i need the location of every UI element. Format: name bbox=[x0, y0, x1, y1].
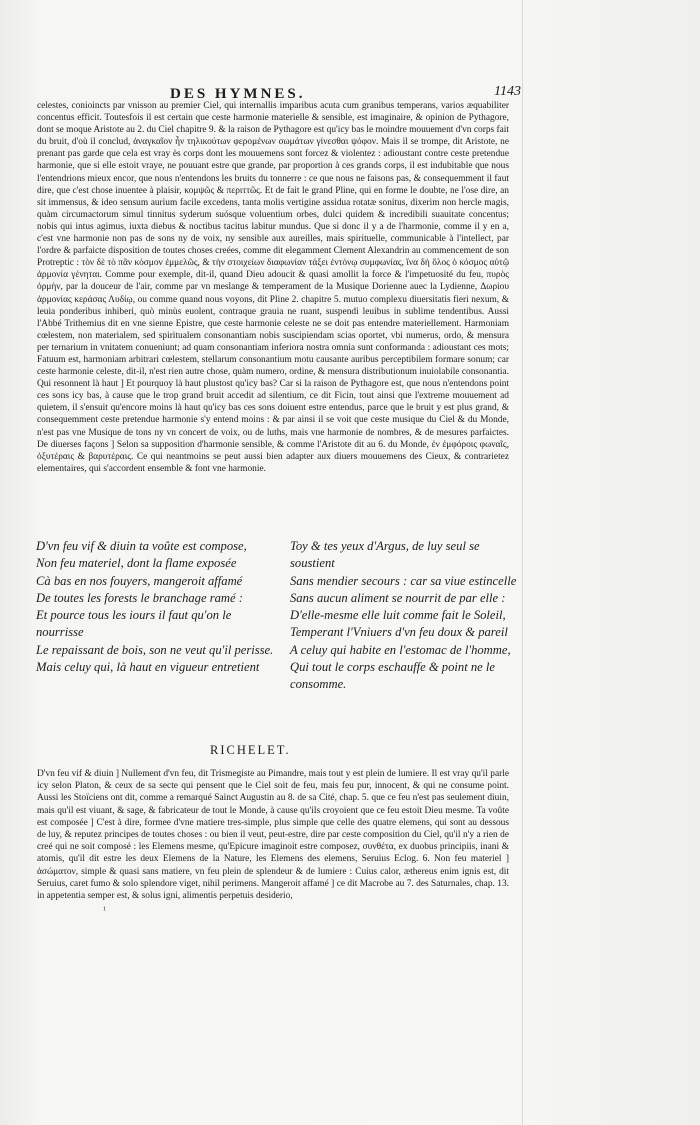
verse-line: Qui tout le corps eschauffe & point ne le consomme. bbox=[290, 660, 495, 692]
verse-line: Temperant l'Vniuers d'vn feu doux & pareil bbox=[290, 625, 508, 640]
verse-block bbox=[36, 538, 526, 694]
commentary-paragraph: D'vn feu vif & diuin ] Nullement d'vn feu, dit Trismegiste au Pimandre, mais tout y est plein de lumiere. Il est vray qu'il parle icy selon Platon, & ceux de sa secte qui pensent que le Ciel soit de feu, mais feu pur, innocent, & qui ne consume point. Aussi les Stoïciens ont dit, comme a remarqué Sainct Augustin au 8. de sa Cité, chap. 5. que ce feu n'est pas seulement diuin, mais qu'il est viuant, & sage, & fabricateur de tout le Monde, à cause qu'ils croyoient que ce feu estoit Dieu mesme. Ta voûte est composée ] C'est à dire, formee d'vne matiere tres-simple, plus simple que celle des quatre elemens, qui sont au dessous de luy, & reputez principes de toutes choses : ou bien il veut, peut-estre, dire par ceste composition du Ciel, qu'il n'y a rien de creé qui ne soit composé : les Elemens mesme, qu'Epicure imaginoit estre composez, συνθέτα, ex duobus principiis, inani & atomis, qu'il dit estre les deux Elemens de la Nature, les Elemens des elemens, Seruius Eclog. 6. Non feu materiel ] ἀσώματον, simple & quasi sans matiere, vn feu plein de splendeur & de lumiere : Cuius calor, æthereus enim ignis est, dit Seruius, caret fumo & solo splendore viget, nihil perimens. Mangeroit affamé ] ce dit Macrobe au 7. des Saturnales, chap. 13. in appetentia semper est, & solus igni, alimentis perpetuis desiderio, bbox=[37, 769, 509, 902]
verse-line: D'elle-mesme elle luit comme fait le Soleil, bbox=[290, 608, 506, 623]
verse-column-right bbox=[290, 538, 526, 694]
body-paragraph: celestes, conioincts par vnisson au premier Ciel, qui internallis imparibus acuta cum granibus temperans, varios æquabiliter concentus efficit. Toutesfois il est certain que ceste harmonie materielle & sensible, est imaginaire, & opinion de Pythagore, dont se moque Aristote au 2. du Ciel chapitre 9. & la raison de Pythagore est qu'icy bas le moindre mouuement d'vn corps fait du bruit, d'où il conclud, ἀναγκαῖον ἦν τηλικούτων φερομένων σωμάτων γίνεσθαι ψόφον. Mais il se trompe, dit Aristote, ne prenant pas garde que cela est vray ès corps dont les mouuemens sont forcez & violentez : adioustant contre ceste pretendue harmonie, que si elle estoit vraye, ne pouuant estre que grande, par proportion à ces grands corps, il est indubitable que nous l'entendrions mieux encor, que nous n'entendons les bruits du tonnerre : ce que nous ne faisons pas, & consequemment il faut dire, que c'est chose inuentee à plaisir, κομψῶς & περιττῶς. Et de fait le grand Pline, qui en forme le doubte, ne l'ose dire, an sit immensus, & ideo sensum aurium facile excedens, tanta molis vertigine assidua rotatæ sonitus, dixerim non hercle magis, quàm circumactorum simul tinnitus syderum suósque voluentium orbes, dulci quidem & incredibili suauitate concentus; nobis qui intus agimus, iuxta diebus & noctibus tacitus labitur mundus. Que si donc il y a de l'harmonie, comme il y en a, c'est vne harmonie non pas de sons ny de voix, ny sensible aux aureilles, mais spirituelle, communicable à l'intellect, par l'ordre & parfaicte disposition de toutes choses creées, comme dit elegamment Clement Alexandrin au commencement de son Protreptic : τὸν δὲ τὸ πᾶν κόσμον ἐμμελῶς, & τὴν στοιχείων διαφωνίαν τάξει ἐντόνῳ συμφωνίας, ἵνα δὴ ὅλος ὁ κόσμος αὐτῷ ἁρμονία γένηται. Comme pour exemple, dit-il, quand Dieu adoucit & quasi amollit la force & l'impetuosité du feu, πυρὸς ὁρμὴν, par la douceur de l'air, comme par vn meslange & temperament de la Musique Dorienne auec la Lydienne, Δωρίου ἁρμονίας κεράσας Λυδίῳ, ou comme quand nous voyons, dit Pline 2. chapitre 5. mutuo complexu diuersitatis fieri nexum, & leuia ponderibus inhiberi, quò minùs euolent, contraque grauia ne ruant, suspendi leuibus in sublime tendentibus. Aussi l'Abbé Trithemius dit en vne sienne Epistre, que ceste harmonie celeste ne se doit pas entendre materiellement. Harmoniam cœlestem, non materialem, sed spiritualem consonantiam nobis suscipiendam scias oportet, vbi numerus, ordo, & mensura per ternarium in vnitatem conueniunt; ad quam consonantiam inferiora nostra omnia sunt conformanda : adioustant ces mots; Fatuum est, harmoniam arbitrari cœlestem, stellarum consonantium motu causante auribus perceptibilem formare sonum; car ceste harmonie celeste, dit-il, n'est rien autre chose, quàm numero, ordine, & mensura distributionum inuiolabile consonantia. Qui resonnent là haut ] Et pourquoy là haut plustost qu'icy bas? Car si la raison de Pythagore est, que nous n'entendons point ces sons icy bas, à cause que le trop grand bruit accedit ad silentium, ce dit Ficin, tout ainsi que l'extreme mouuement ad quietem, il s'ensuit qu'encore moins là haut qu'icy bas ces sons doiuent estre entendus, parce que le bruit y est plus grand, & consequemment ceste pretendue harmonie s'y entend moins : & par ainsi il se voit que ceste musique du Ciel & du Monde, n'est pas vne Musique de tons ny vn concert de voix, ou de luths, mais vne harmonie de nombres, & de mesures parfaictes. De diuerses façons ] Selon sa supposition d'harmonie sensible, & comme l'Aristote dit au 6. du Monde, ἐν ἐμφόροις φωναῖς, ὀξυτέραις & βαρυτέραις. Ce qui neantmoins se peut aussi bien adapter aux diuers mouuemens des Cieux, & contrarietez elementaires, qui s'accordent ensemble & font vne harmonie. bbox=[37, 101, 509, 474]
verse-line: De toutes les forests le branchage ramé : bbox=[36, 590, 243, 605]
verse-line: Mais celuy qui, là haut en vigueur entretient bbox=[36, 660, 260, 675]
verse-column-left bbox=[36, 538, 276, 694]
verse-line: Sans mendier secours : car sa viue estincelle bbox=[290, 573, 517, 588]
verse-line: Non feu materiel, dont la flame exposée bbox=[36, 556, 237, 571]
verse-line: Et pource tous les iours il faut qu'on le nourrisse bbox=[36, 608, 232, 640]
section-title: RICHELET. bbox=[210, 743, 291, 757]
page-number: 1143 bbox=[494, 84, 521, 99]
footer-mark: ¹ bbox=[103, 905, 106, 916]
verse-line: Cà bas en nos fouyers, mangeroit affamé bbox=[36, 573, 243, 588]
main-commentary bbox=[37, 100, 509, 475]
verse-line: Sans aucun aliment se nourrit de par elle : bbox=[290, 590, 506, 605]
verse-line: A celuy qui habite en l'estomac de l'homme, bbox=[290, 642, 511, 657]
verse-line: Le repaissant de bois, son ne veut qu'il perisse. bbox=[36, 642, 274, 657]
verse-line: D'vn feu vif & diuin ta voûte est compose, bbox=[36, 539, 247, 553]
running-title: DES HYMNES. bbox=[170, 86, 306, 102]
verse-line: Toy & tes yeux d'Argus, de luy seul se soustient bbox=[290, 539, 480, 571]
richelet-commentary bbox=[37, 768, 509, 902]
